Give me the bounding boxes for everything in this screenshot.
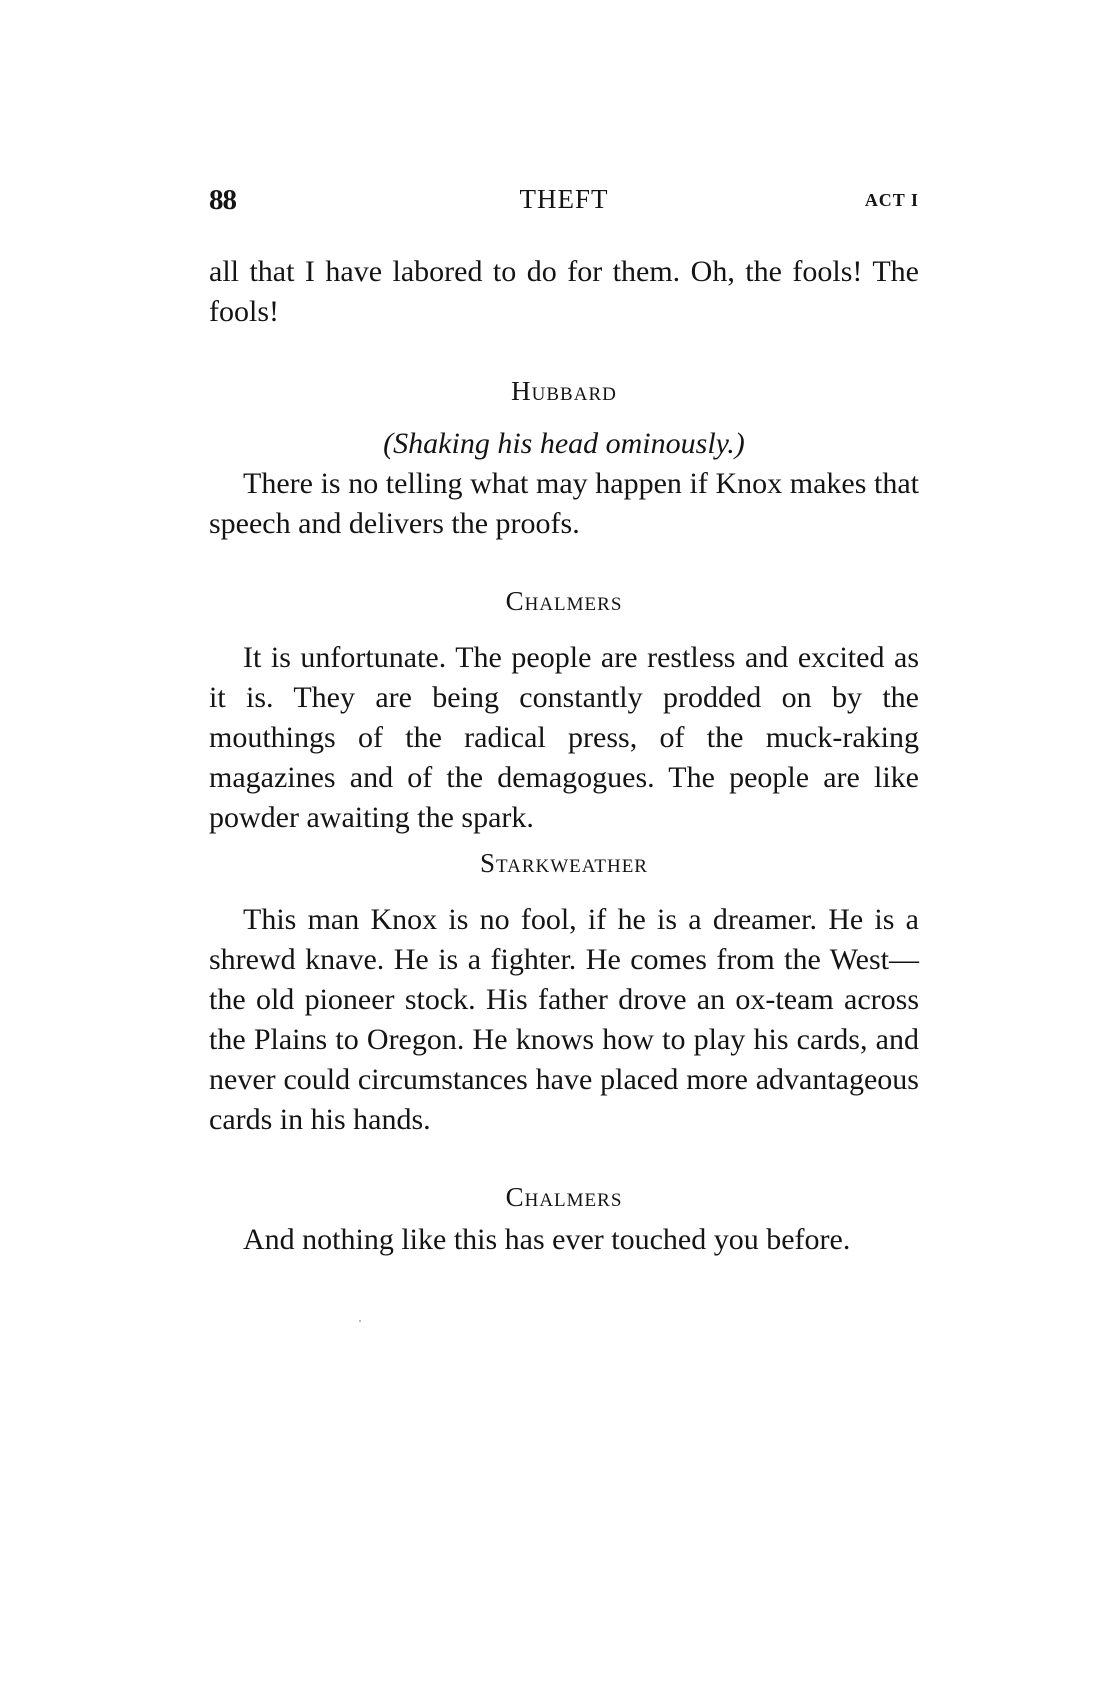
speaker-name: Starkweather bbox=[480, 848, 648, 878]
speaker-name: Chalmers bbox=[505, 1182, 623, 1212]
speech-text: It is unfortunate. The people are restless and excited as it is. They are being constantly prodded on by the mouthings of the radical press, of the muck-raking magazines and of the demagogues. The people are like powder awaiting the spark. bbox=[209, 641, 919, 834]
stage-direction: (Shaking his head ominously.) bbox=[383, 427, 745, 460]
speech-text: And nothing like this has ever touched you before. bbox=[243, 1223, 851, 1256]
speaker-name: Chalmers bbox=[505, 586, 623, 616]
page-number: 88 bbox=[209, 184, 236, 216]
speaker-name: Hubbard bbox=[511, 376, 617, 406]
running-title: THEFT bbox=[519, 184, 609, 214]
speech-text: This man Knox is no fool, if he is a dreamer. He is a shrewd knave. He is a fighter. He comes from the West—the old pioneer stock. His father drove an ox-team across the Plains to Oregon. He knows how to play his cards, and never could circumstances have placed more advantageous cards in his hands. bbox=[209, 903, 919, 1136]
continued-speech: all that I have labored to do for them. Oh, the fools! The fools! bbox=[209, 255, 919, 328]
paper-speck bbox=[359, 1320, 361, 1322]
speech-text: There is no telling what may happen if Knox makes that speech and delivers the proofs. bbox=[209, 467, 919, 540]
running-head bbox=[209, 184, 919, 224]
act-label: ACT I bbox=[864, 190, 919, 210]
book-page bbox=[209, 184, 919, 1260]
